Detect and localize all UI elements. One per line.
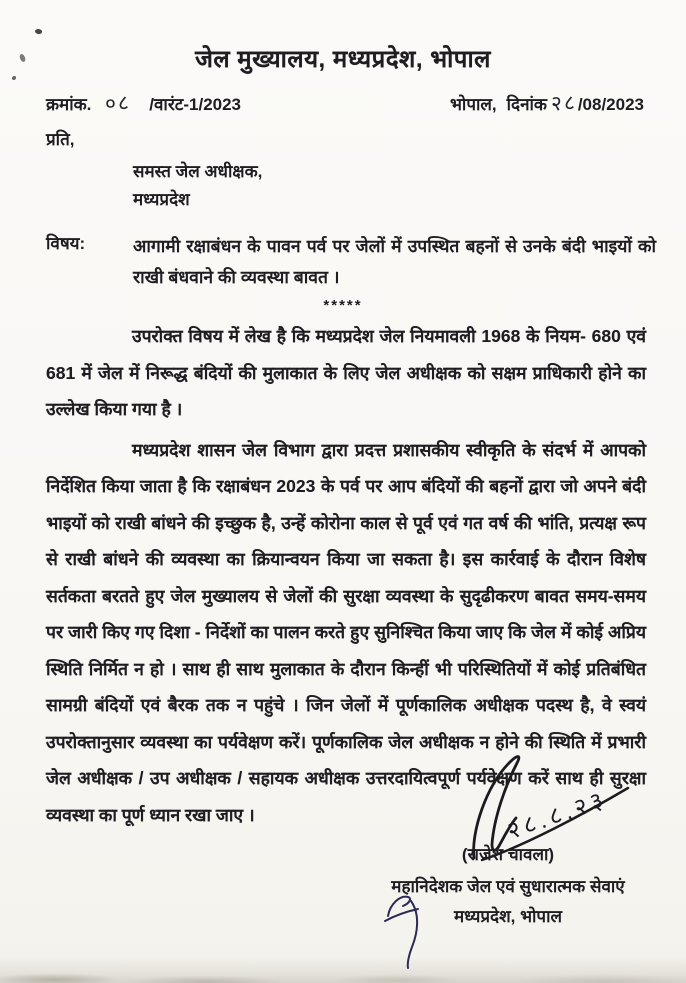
reference-number-suffix: /वारंट-1/2023	[149, 95, 242, 114]
subject-text: आगामी रक्षाबंधन के पावन पर्व पर जेलों में उपस्थित बहनों से उनके बंदी भाइयों को राखी बंधवाने की व्यवस्था बावत ।	[133, 236, 656, 287]
separator-stars: *****	[323, 297, 363, 314]
letterhead-title: जेल मुख्यालय, मध्यप्रदेश, भोपाल	[195, 46, 491, 73]
signature-date-handwritten: २८.८.२३	[503, 785, 611, 846]
body-paragraph: मध्यप्रदेश शासन जेल विभाग द्वारा प्रदत्त प्रशासकीय स्वीकृति के संदर्भ में आपको निर्देशित किया जाता है कि रक्षाबंधन 2023 के पर्व पर आप बंदियों की बहनों द्वारा जो अपने बंदी भाइयों को राखी बांधने की इच्छुक है, उन्हें कोरोना काल से पूर्व एवं गत वर्ष की भांति, प्रत्यक्ष रूप से राखी बांधने की व्यवस्था का क्रियान्वयन किया जा सकता है। इस कार्रवाई के दौरान विशेष सर्तकता बरतते हुए जेल मुख्यालय से जेलों की सुरक्षा व्यवस्था के सुदृढीकरण बावत समय-समय पर जारी किए गए दिशा - निर्देशों का पालन करते हुए सुनिश्चित किया जाए कि जेल में कोई अप्रिय स्थिति निर्मित न हो । साथ ही साथ मुलाकात के दौरान किन्हीं भी परिस्थितियों में कोई प्रतिबंधित सामग्री बंदियों एवं बैरक तक न पहुंचे । जिन जेलों में पूर्णकालिक अधीक्षक पदस्थ है, वे स्वयं उपरोक्तानुसार व्यवस्था का पर्यवेक्षण करें। पूर्णकालिक जेल अधीक्षक न होने की स्थिति में प्रभारी जेल अधीक्षक / उप अधीक्षक / सहायक अधीक्षक उत्तरदायित्वपूर्ण पर्यवेक्षण करें साथ ही सुरक्षा व्यवस्था का पूर्ण ध्यान रखा जाए ।	[46, 439, 646, 825]
signatory-location: मध्यप्रदेश, भोपाल	[453, 907, 563, 926]
date-label: दिनांक	[506, 95, 547, 114]
subject-label: विषय:	[46, 234, 86, 253]
addressee-line: समस्त जेल अधीक्षक,	[133, 162, 263, 181]
place-date	[450, 89, 644, 117]
signatory-designation: महानिदेशक जेल एवं सुधारात्मक सेवाएं	[391, 877, 625, 896]
page-bottom-edge	[0, 955, 686, 983]
salutation: प्रति,	[46, 130, 75, 149]
subject-row	[46, 231, 656, 293]
reference-number-label: क्रमांक.	[46, 95, 92, 114]
date-handwritten: २८	[550, 91, 578, 116]
date-suffix: /08/2023	[577, 95, 644, 114]
addressee-line: मध्यप्रदेश	[133, 190, 190, 209]
reference-number	[46, 89, 241, 117]
addressee-block	[133, 158, 686, 214]
place-label: भोपाल,	[449, 95, 497, 114]
reference-row	[46, 89, 644, 117]
signatory-name: (राजेश चावला)	[461, 845, 555, 864]
reference-number-handwritten: ०८	[104, 91, 132, 116]
body-paragraph: उपरोक्त विषय में लेख है कि मध्यप्रदेश जेल नियमावली 1968 के नियम- 680 एवं 681 में जेल में निरूद्ध बंदियों की मुलाकात के लिए जेल अधीक्षक को सक्षम प्राधिकारी होने का उल्लेख किया गया है ।	[46, 326, 646, 419]
ink-speck	[12, 76, 16, 80]
